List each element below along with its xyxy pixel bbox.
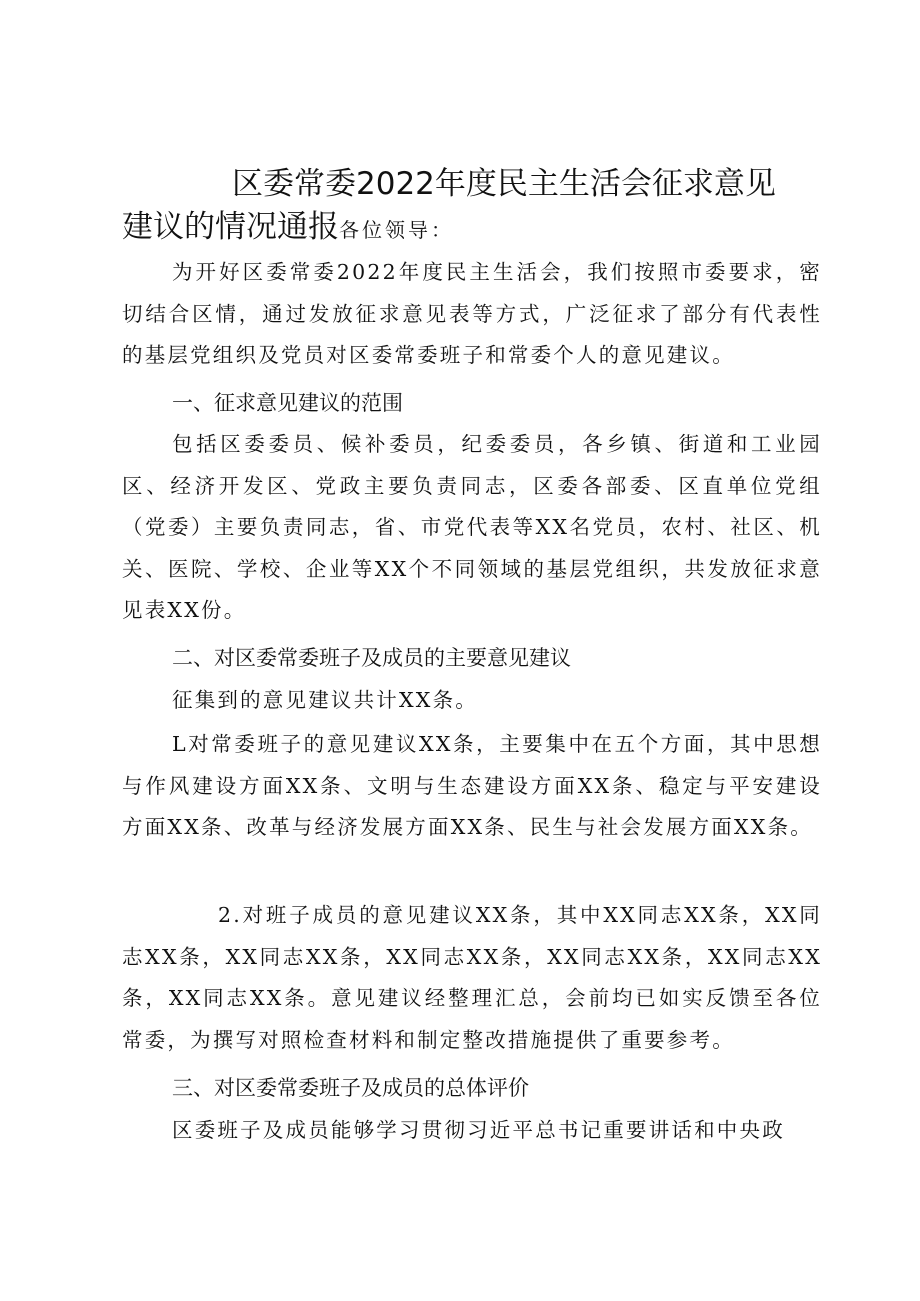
section-heading-2: 二、对区委常委班子及成员的主要意见建议 [172, 646, 571, 670]
paragraph-evaluation: 区委班子及成员能够学习贯彻习近平总书记重要讲话和中央政 [172, 1118, 785, 1142]
document-title-line2 [122, 205, 454, 254]
paragraph-scope: 包括区委委员、候补委员，纪委委员，各乡镇、街道和工业园区、经济开发区、党政主要负责同志，区委各部委、区直单位党组（党委）主要负责同志，省、市党代表等XX名党员，农村、社区、机关、医院、学校、企业等XX个不同领域的基层党组织，共发放征求意见表XX份。 [122, 432, 822, 622]
paragraph-total: 征集到的意见建议共计XX条。 [172, 688, 478, 712]
section-heading-3: 三、对区委常委班子及成员的总体评价 [172, 1076, 529, 1100]
greeting: 各位领导： [339, 218, 454, 242]
paragraph-item-1: L对常委班子的意见建议XX条，主要集中在五个方面，其中思想与作风建设方面XX条、文明与生态建设方面XX条、稳定与平安建设方面XX条、改革与经济发展方面XX条、民生与社会发展方面XX条。 [122, 732, 822, 839]
section-heading-1: 一、征求意见建议的范围 [172, 391, 403, 415]
paragraph-item-2: 2.对班子成员的意见建议XX条，其中XX同志XX条，XX同志XX条，XX同志XX条，XX同志XX条，XX同志XX条，XX同志XX条，XX同志XX条。意见建议经整理汇总，会前均已如实反馈至各位常委，为撰写对照检查材料和制定整改措施提供了重要参考。 [122, 903, 822, 1052]
paragraph-intro: 为开好区委常委2022年度民主生活会，我们按照市委要求，密切结合区情，通过发放征求意见表等方式，广泛征求了部分有代表性的基层党组织及党员对区委常委班子和常委个人的意见建议。 [122, 260, 822, 367]
document-title-line2-text: 建议的情况通报 [122, 209, 339, 245]
document-title-line1: 区委常委2022年度民主生活会征求意见 [232, 166, 776, 202]
